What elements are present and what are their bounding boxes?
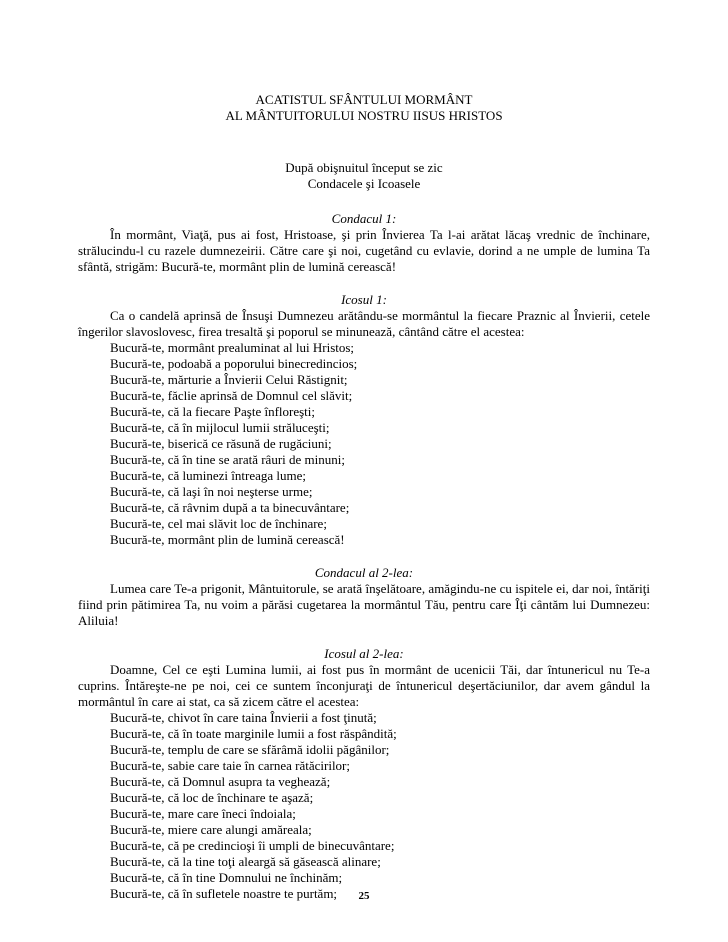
invocation-line: Bucură-te, că râvnim după a ta binecuvântare; xyxy=(110,500,350,515)
invocation-line: Bucură-te, podoabă a poporului binecredincios; xyxy=(110,356,358,371)
invocation-line: Bucură-te, că Domnul asupra ta veghează; xyxy=(110,774,331,789)
invocation-line: Bucură-te, templu de care se sfărâmă idolii păgânilor; xyxy=(110,742,390,757)
intro-line-2: Condacele şi Icoasele xyxy=(307,176,421,191)
section-condacul-2 xyxy=(78,565,650,629)
invocation-line: Bucură-te, miere care alungi amăreala; xyxy=(110,822,312,837)
title-line-1: ACATISTUL SFÂNTULUI MORMÂNT xyxy=(255,92,473,107)
invocation-line: Bucură-te, că laşi în noi neşterse urme; xyxy=(110,484,313,499)
section-condacul-1 xyxy=(78,211,650,275)
invocation-line: Bucură-te, că la tine toţi aleargă să găsească alinare; xyxy=(110,854,381,869)
invocation-line: Bucură-te, mare care îneci îndoiala; xyxy=(110,806,296,821)
invocation-line: Bucură-te, că în sufletele noastre te purtăm; xyxy=(110,886,338,901)
invocation-line: Bucură-te, cel mai slăvit loc de închinare; xyxy=(110,516,327,531)
section-paragraph: În mormânt, Viaţă, pus ai fost, Hristoase, şi prin Învierea Ta l-ai arătat lăcaş vrednic de închinare, strălucindu-l cu razele dumnezeirii. Către care şi noi, cugetând cu evlavie, dorind a ne umple de lumina Ta sfântă, strigăm: Bucură-te, mormânt plin de lumină cerească! xyxy=(78,227,650,274)
section-paragraph: Doamne, Cel ce eşti Lumina lumii, ai fost pus în mormânt de ucenicii Tăi, dar întunericul nu Te-a cuprins. Întăreşte-ne pe noi, cei ce suntem înconjuraţi de întunericul deşertăciunilor, dar avem gândul la mormântul în care ai stat, ca să zicem către el acestea: xyxy=(78,662,650,709)
invocation-line: Bucură-te, că loc de închinare te aşază; xyxy=(110,790,314,805)
invocation-line: Bucură-te, că în toate marginile lumii a fost răspândită; xyxy=(110,726,397,741)
section-heading: Icosul 1: xyxy=(341,292,387,307)
section-paragraph: Ca o candelă aprinsă de Însuşi Dumnezeu arătându-se mormântul la fiecare Praznic al Învierii, cetele îngerilor slavoslovesc, firea tresaltă şi poporul se minunează, cântând către el acestea: xyxy=(78,308,650,339)
invocation-list xyxy=(78,710,650,902)
invocation-line: Bucură-te, că în tine Domnului ne închinăm; xyxy=(110,870,343,885)
page-number: 25 xyxy=(358,890,370,902)
section-heading: Condacul al 2-lea: xyxy=(314,565,414,580)
invocation-line: Bucură-te, sabie care taie în carnea rătăcirilor; xyxy=(110,758,350,773)
invocation-line: Bucură-te, că luminezi întreaga lume; xyxy=(110,468,306,483)
invocation-line: Bucură-te, făclie aprinsă de Domnul cel slăvit; xyxy=(110,388,353,403)
invocation-line: Bucură-te, mormânt prealuminat al lui Hristos; xyxy=(110,340,355,355)
invocation-line: Bucură-te, chivot în care taina Învierii a fost ţinută; xyxy=(110,710,377,725)
invocation-line: Bucură-te, că la fiecare Paşte înfloreşti; xyxy=(110,404,316,419)
invocation-list xyxy=(78,340,650,548)
title-line-2: AL MÂNTUITORULUI NOSTRU IISUS HRISTOS xyxy=(225,108,503,123)
document-title xyxy=(78,92,650,124)
invocation-line: Bucură-te, că pe credincioşi îi umpli de binecuvântare; xyxy=(110,838,395,853)
section-heading: Condacul 1: xyxy=(331,211,397,226)
invocation-line: Bucură-te, biserică ce răsună de rugăciuni; xyxy=(110,436,332,451)
intro-note xyxy=(78,160,650,192)
invocation-line: Bucură-te, mărturie a Învierii Celui Răstignit; xyxy=(110,372,348,387)
section-heading: Icosul al 2-lea: xyxy=(324,646,404,661)
section-icosul-2 xyxy=(78,646,650,902)
section-paragraph: Lumea care Te-a prigonit, Mântuitorule, se arată înşelătoare, amăgindu-ne cu ispitele ei, dar noi, întăriţi fiind prin pătimirea Ta, nu voim a părăsi cugetarea la mormântul Tău, pentru care Îţi cântăm lui Dumnezeu: Aliluia! xyxy=(78,581,650,628)
invocation-line: Bucură-te, că în tine se arată râuri de minuni; xyxy=(110,452,345,467)
invocation-line: Bucură-te, că în mijlocul lumii străluceşti; xyxy=(110,420,330,435)
invocation-line: Bucură-te, mormânt plin de lumină cerească! xyxy=(110,532,345,547)
section-icosul-1 xyxy=(78,292,650,548)
intro-line-1: După obişnuitul început se zic xyxy=(285,160,443,175)
